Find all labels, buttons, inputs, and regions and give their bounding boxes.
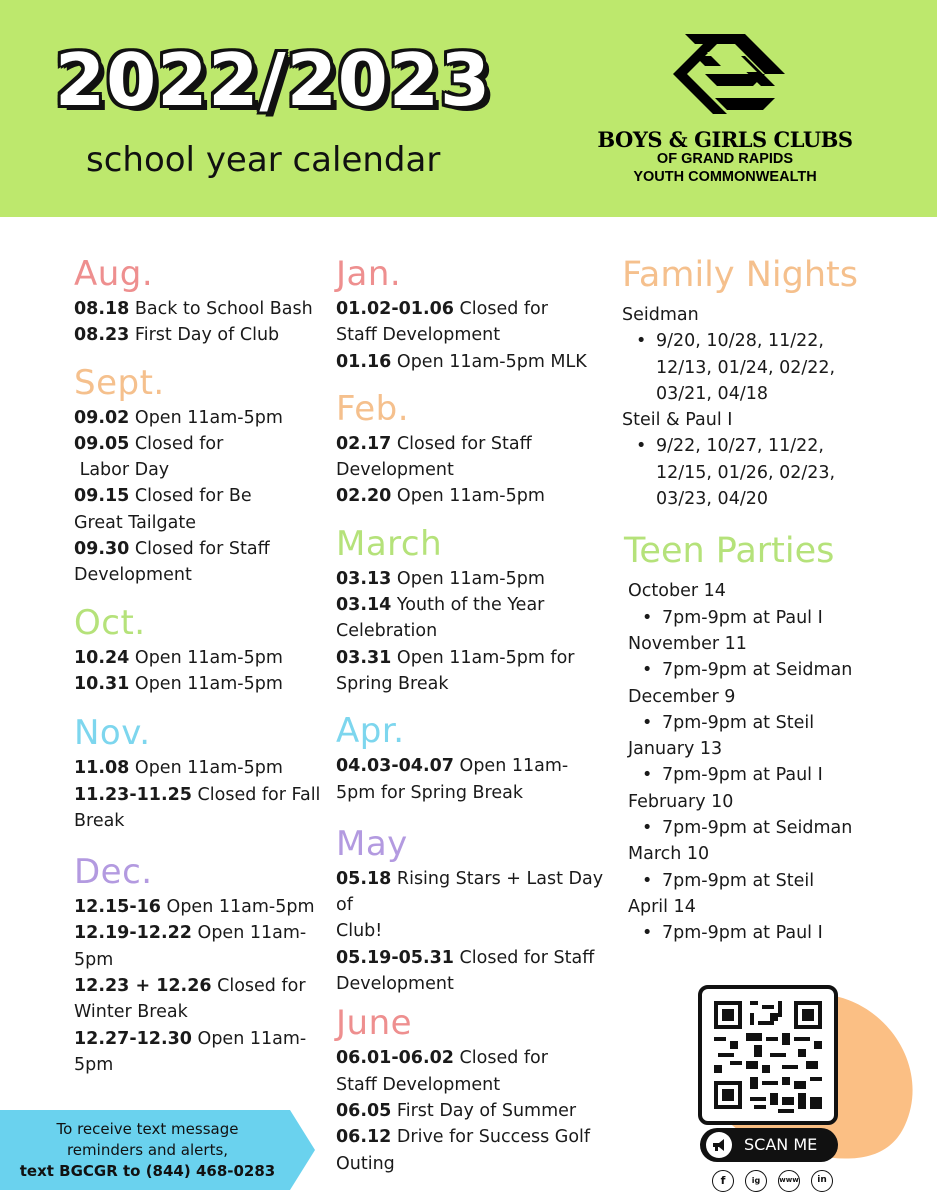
entry-date: 06.12 — [336, 1127, 392, 1148]
entry-text: Open 11am-5pm — [391, 486, 545, 507]
entry-date: 09.02 — [74, 407, 130, 428]
teen-parties-title: Teen Parties — [624, 531, 835, 572]
month-heading: May — [336, 823, 408, 864]
family-night-dates — [622, 433, 922, 512]
entry-date: 09.05 — [74, 433, 130, 454]
month-heading: Oct. — [74, 602, 146, 643]
entry-text: Open 11am-5pm — [129, 673, 283, 694]
entry-date: 09.30 — [74, 539, 130, 560]
entry-text-continued: Spring Break — [336, 673, 449, 694]
teen-party-detail-list — [628, 762, 922, 788]
family-night-date-line: 12/13, 01/24, 02/22, — [656, 357, 836, 378]
calendar-entry — [336, 483, 606, 509]
month-block — [336, 387, 606, 510]
entry-text: Youth of the Year — [391, 595, 545, 616]
calendar-entry — [336, 1124, 606, 1150]
teen-party-date: October 14 — [628, 581, 726, 602]
entry-text: First Day of Summer — [391, 1100, 577, 1121]
entry-text-continued: Outing — [336, 1153, 395, 1174]
scan-me-button[interactable] — [700, 1128, 838, 1162]
family-night-date-line: 12/15, 01/26, 02/23, — [656, 462, 836, 483]
teen-party-detail-list — [628, 815, 922, 841]
calendar-entry — [74, 645, 324, 671]
entry-text: Open 11am-5pm — [129, 758, 283, 779]
entry-text: Closed for Staff — [453, 947, 595, 968]
globe-icon[interactable]: www — [778, 1170, 800, 1192]
entry-date: 12.15-16 — [74, 897, 161, 918]
entry-text: Open 11am- — [191, 1028, 307, 1049]
entry-text: Open 11am-5pm — [74, 923, 307, 970]
teen-party-detail: • 7pm-9pm at Paul I — [628, 920, 922, 946]
entry-text: Closed for — [453, 299, 548, 319]
entry-text-continued: Development — [74, 565, 192, 586]
month-heading: Aug. — [74, 254, 154, 294]
calendar-entry — [336, 753, 606, 779]
entry-date: 12.23 + 12.26 — [74, 976, 212, 997]
entry-date: 03.31 — [336, 647, 392, 668]
entry-text-continued: Labor Day — [74, 460, 170, 481]
entry-text: Closed for Fall — [191, 784, 321, 805]
entry-text: Open 11am-5pm — [129, 647, 283, 668]
month-heading: Apr. — [336, 711, 405, 752]
family-night-date-line: • 9/22, 10/27, 11/22, — [622, 433, 922, 459]
month-heading: Dec. — [74, 852, 153, 893]
calendar-entry — [336, 431, 606, 457]
entry-date: 03.13 — [336, 568, 392, 589]
calendar-entry — [336, 645, 606, 671]
calendar-column-spring — [336, 252, 606, 1177]
entry-text: Open 11am-5pm MLK — [391, 351, 587, 372]
entry-date: 02.17 — [336, 433, 392, 454]
teen-party-date: April 14 — [628, 896, 696, 917]
banner-line-2: reminders and alerts, — [66, 1141, 229, 1159]
calendar-entry — [74, 431, 324, 457]
teen-party-detail: • 7pm-9pm at Seidman — [628, 657, 922, 683]
entry-text-continued: Club! — [336, 921, 383, 942]
teen-party-detail-list — [628, 920, 922, 946]
teen-parties-list — [628, 578, 922, 946]
teen-party-date: March 10 — [628, 844, 710, 865]
qr-section — [640, 960, 920, 1200]
calendar-entry — [336, 296, 606, 322]
entry-date: 11.23-11.25 — [74, 784, 192, 805]
entry-text: Open 11am-5pm — [129, 407, 283, 428]
family-night-location: Seidman — [622, 305, 699, 325]
month-block — [336, 822, 606, 997]
calendar-entry — [74, 322, 324, 348]
month-block — [74, 601, 324, 698]
teen-party-detail: • 7pm-9pm at Steil — [628, 868, 922, 894]
teen-party-detail: • 7pm-9pm at Paul I — [628, 605, 922, 631]
events-column — [622, 252, 922, 947]
calendar-entry — [74, 296, 324, 322]
calendar-entry — [336, 945, 606, 971]
entry-text: Closed for Staff — [129, 539, 270, 560]
family-night-date-line: 03/23, 04/20 — [656, 489, 768, 510]
entry-text: Back to School Bash — [129, 299, 313, 319]
teen-party-detail: • 7pm-9pm at Steil — [628, 710, 922, 736]
entry-date: 05.18 — [336, 868, 392, 889]
entry-text-continued: Great Tailgate — [74, 512, 196, 533]
month-heading: March — [336, 523, 443, 564]
teen-party-detail-list — [628, 710, 922, 736]
calendar-entry — [74, 782, 324, 808]
entry-text-continued: Development — [336, 460, 454, 481]
org-name: BOYS & GIRLS CLUBS — [597, 127, 853, 152]
teen-party-detail-list — [628, 605, 922, 631]
month-heading: Jan. — [336, 254, 402, 294]
month-block — [336, 709, 606, 806]
calendar-entry — [336, 1098, 606, 1124]
megaphone-icon — [706, 1132, 732, 1158]
entry-date: 09.15 — [74, 486, 130, 507]
facebook-icon[interactable]: f — [712, 1170, 734, 1192]
month-block — [74, 711, 324, 834]
teen-party-date: February 10 — [628, 791, 734, 812]
entry-date: 06.05 — [336, 1100, 392, 1121]
year-title: 2022/2023 — [55, 38, 492, 122]
entry-date: 04.03-04.07 — [336, 756, 454, 777]
entry-text: Open 11am-5pm — [160, 897, 315, 918]
scan-me-label: SCAN ME — [744, 1135, 818, 1154]
family-night-dates — [622, 328, 922, 407]
calendar-entry — [336, 349, 606, 375]
qr-code-icon — [702, 989, 834, 1121]
calendar-entry — [74, 671, 324, 697]
calendar-entry — [74, 894, 324, 920]
month-heading: June — [336, 1003, 413, 1044]
org-subname: OF GRAND RAPIDS — [656, 151, 794, 167]
entry-date: 08.23 — [74, 325, 130, 346]
family-night-date-line: • 9/20, 10/28, 11/22, — [622, 328, 922, 354]
teen-party-detail-list — [628, 657, 922, 683]
month-block — [74, 361, 324, 589]
calendar-entry — [74, 1026, 324, 1052]
entry-text: Open 11am-5pm — [391, 568, 545, 589]
month-heading: Sept. — [74, 362, 165, 403]
teen-party-date: November 11 — [628, 633, 747, 654]
teen-party-detail-list — [628, 868, 922, 894]
calendar-entry — [336, 866, 606, 919]
family-night-date-line: 03/21, 04/18 — [656, 383, 768, 404]
entry-date: 03.14 — [336, 595, 392, 616]
entry-date: 10.24 — [74, 647, 130, 668]
entry-text-continued: 5pm for Spring Break — [336, 782, 523, 803]
entry-date: 11.08 — [74, 758, 130, 779]
entry-date: 12.19-12.22 — [74, 923, 192, 944]
entry-date: 01.02-01.06 — [336, 299, 454, 319]
entry-text-continued: Celebration — [336, 621, 438, 642]
calendar-entry — [74, 755, 324, 781]
subtitle: school year calendar — [86, 140, 441, 180]
teen-party-date: December 9 — [628, 686, 736, 707]
header-band — [0, 0, 937, 217]
teen-party-date: January 13 — [628, 739, 723, 760]
org-subname-2: YOUTH COMMONWEALTH — [633, 169, 817, 185]
club-logo — [590, 22, 860, 192]
family-nights-title: Family Nights — [622, 255, 859, 295]
calendar-entry — [74, 536, 324, 562]
entry-text: Open 11am-5pm for — [391, 647, 575, 668]
linkedin-icon[interactable]: in — [811, 1170, 833, 1192]
calendar-entry — [336, 592, 606, 618]
entry-text-continued: Staff Development — [336, 325, 501, 346]
entry-date: 10.31 — [74, 673, 130, 694]
calendar-entry — [336, 566, 606, 592]
family-nights-list — [622, 302, 922, 512]
entry-text: Drive for Success Golf — [391, 1127, 591, 1148]
entry-text-continued: 5pm — [74, 1054, 114, 1075]
family-night-location: Steil & Paul I — [622, 410, 733, 431]
month-heading: Feb. — [336, 388, 410, 429]
entry-text: Closed for — [453, 1048, 548, 1069]
calendar-entry — [74, 483, 324, 509]
calendar-column-fall — [74, 252, 324, 1078]
entry-text: Closed for — [211, 976, 306, 997]
calendar-entry — [336, 1045, 606, 1071]
entry-date: 01.16 — [336, 351, 392, 372]
entry-text: First Day of Club — [129, 325, 280, 346]
entry-text: Open 11am- — [453, 756, 569, 777]
entry-date: 02.20 — [336, 486, 392, 507]
calendar-entry — [74, 405, 324, 431]
teen-party-detail: • 7pm-9pm at Paul I — [628, 762, 922, 788]
entry-text: Closed for Be — [129, 486, 252, 507]
entry-text: Closed for — [129, 433, 224, 454]
instagram-icon[interactable]: ig — [745, 1170, 767, 1192]
entry-date: 12.27-12.30 — [74, 1028, 192, 1049]
calendar-entry — [74, 920, 324, 973]
entry-text-continued: Staff Development — [336, 1074, 501, 1095]
teen-party-detail: • 7pm-9pm at Seidman — [628, 815, 922, 841]
qr-code[interactable] — [698, 985, 838, 1125]
social-links — [712, 1170, 832, 1194]
text-alert-banner — [0, 1110, 315, 1190]
entry-date: 05.19-05.31 — [336, 947, 454, 968]
entry-text-continued: Break — [74, 810, 125, 831]
month-block — [336, 252, 606, 375]
calendar-entry — [74, 973, 324, 999]
entry-date: 08.18 — [74, 299, 130, 319]
entry-text-continued: Development — [336, 974, 454, 995]
club-logo-icon — [645, 22, 805, 122]
entry-text: Closed for Staff — [391, 433, 532, 454]
entry-date: 06.01-06.02 — [336, 1048, 454, 1069]
month-block — [336, 522, 606, 697]
banner-sms-instruction: text BGCGR to (844) 468-0283 — [19, 1162, 276, 1180]
banner-line-1: To receive text message — [56, 1120, 239, 1138]
month-heading: Nov. — [74, 713, 151, 754]
entry-text: Rising Stars + Last Day of — [336, 868, 604, 916]
month-block — [74, 252, 324, 349]
month-block — [336, 1001, 606, 1176]
month-block — [74, 850, 324, 1078]
entry-text-continued: Winter Break — [74, 1002, 188, 1023]
